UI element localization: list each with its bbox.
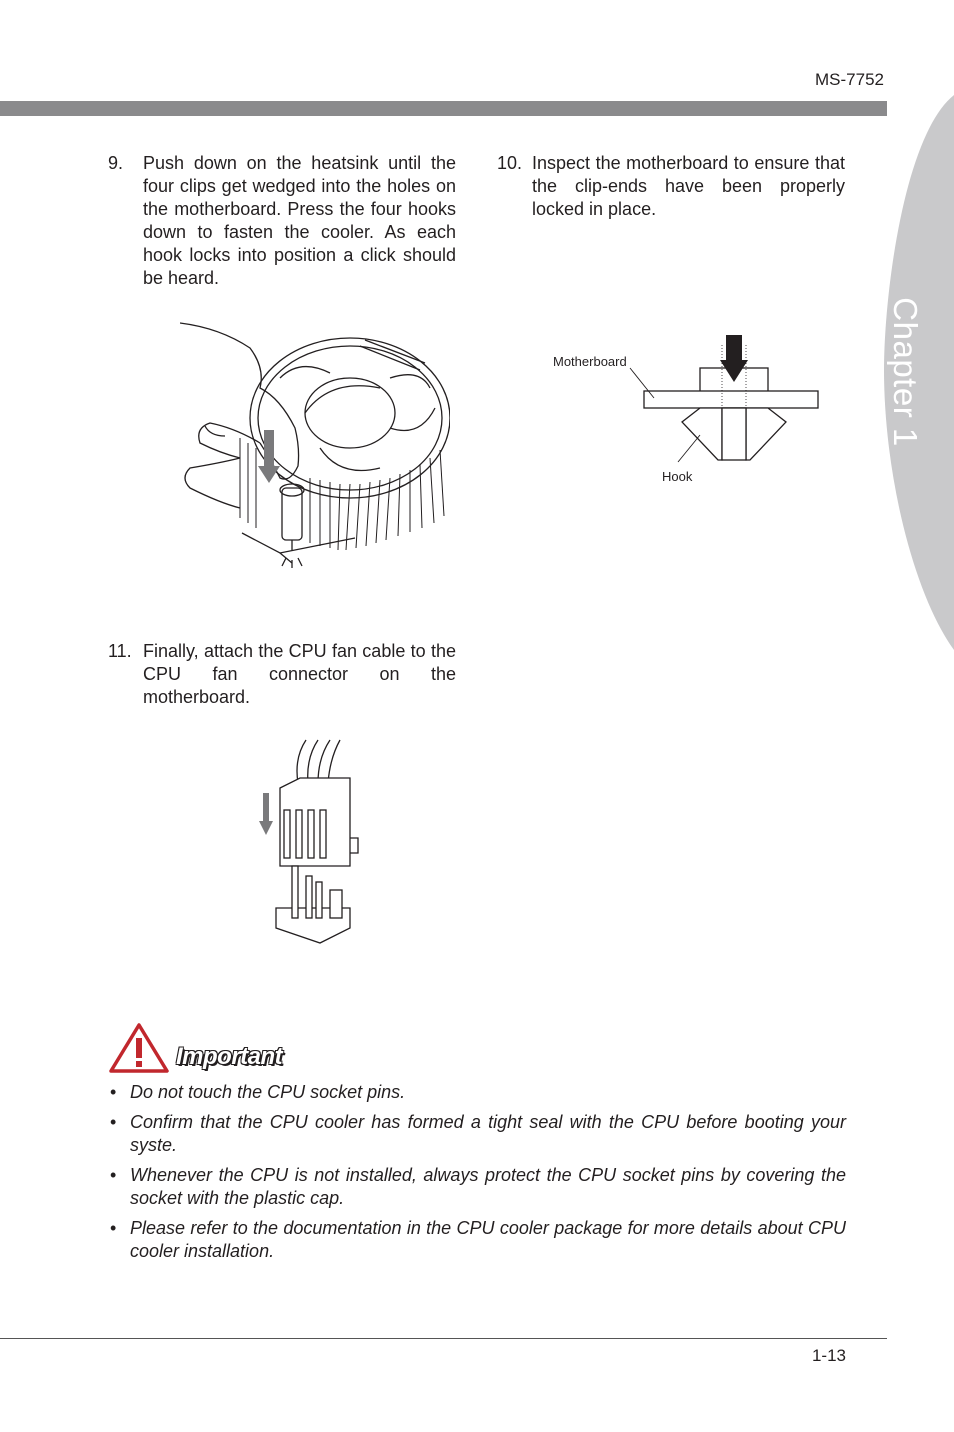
fan-connector-illustration <box>250 738 370 950</box>
hook-diagram <box>550 330 830 490</box>
list-item: • Whenever the CPU is not installed, always protect the CPU socket pins by covering the socket with the plastic cap. <box>110 1165 846 1208</box>
hook-label: Hook <box>662 469 693 484</box>
step-10 <box>497 152 845 221</box>
step-9 <box>108 152 456 290</box>
list-item: • Do not touch the CPU socket pins. <box>110 1082 406 1102</box>
important-title: Important <box>176 1043 283 1070</box>
step-text: Finally, attach the CPU fan cable to the CPU fan connector on the motherboard. <box>143 641 456 707</box>
step-number: 10. <box>497 153 523 173</box>
header-bar <box>0 101 887 116</box>
list-item: • Please refer to the documentation in the CPU cooler package for more details about CPU cooler installation. <box>110 1218 846 1261</box>
step-text: Inspect the motherboard to ensure that the clip-ends have been properly locked in place. <box>532 153 845 219</box>
motherboard-label: Motherboard <box>553 354 627 369</box>
important-notes <box>108 1081 846 1270</box>
step-11 <box>108 640 456 709</box>
chapter-label: Chapter 1 <box>887 297 924 447</box>
step-number: 11. <box>108 641 132 661</box>
footer-divider <box>0 1338 887 1339</box>
heatsink-illustration <box>180 318 450 578</box>
warning-icon <box>108 1022 170 1074</box>
page-number: 1-13 <box>811 1346 846 1365</box>
step-text: Push down on the heatsink until the four clips get wedged into the holes on the motherboard. Press the four hooks down to fasten the cooler. As each hook locks into position a click should be heard. <box>143 153 456 288</box>
list-item: • Confirm that the CPU cooler has formed a tight seal with the CPU before booting your syste. <box>110 1112 846 1155</box>
model-number: MS-7752 <box>815 70 884 89</box>
step-number: 9. <box>108 153 124 173</box>
